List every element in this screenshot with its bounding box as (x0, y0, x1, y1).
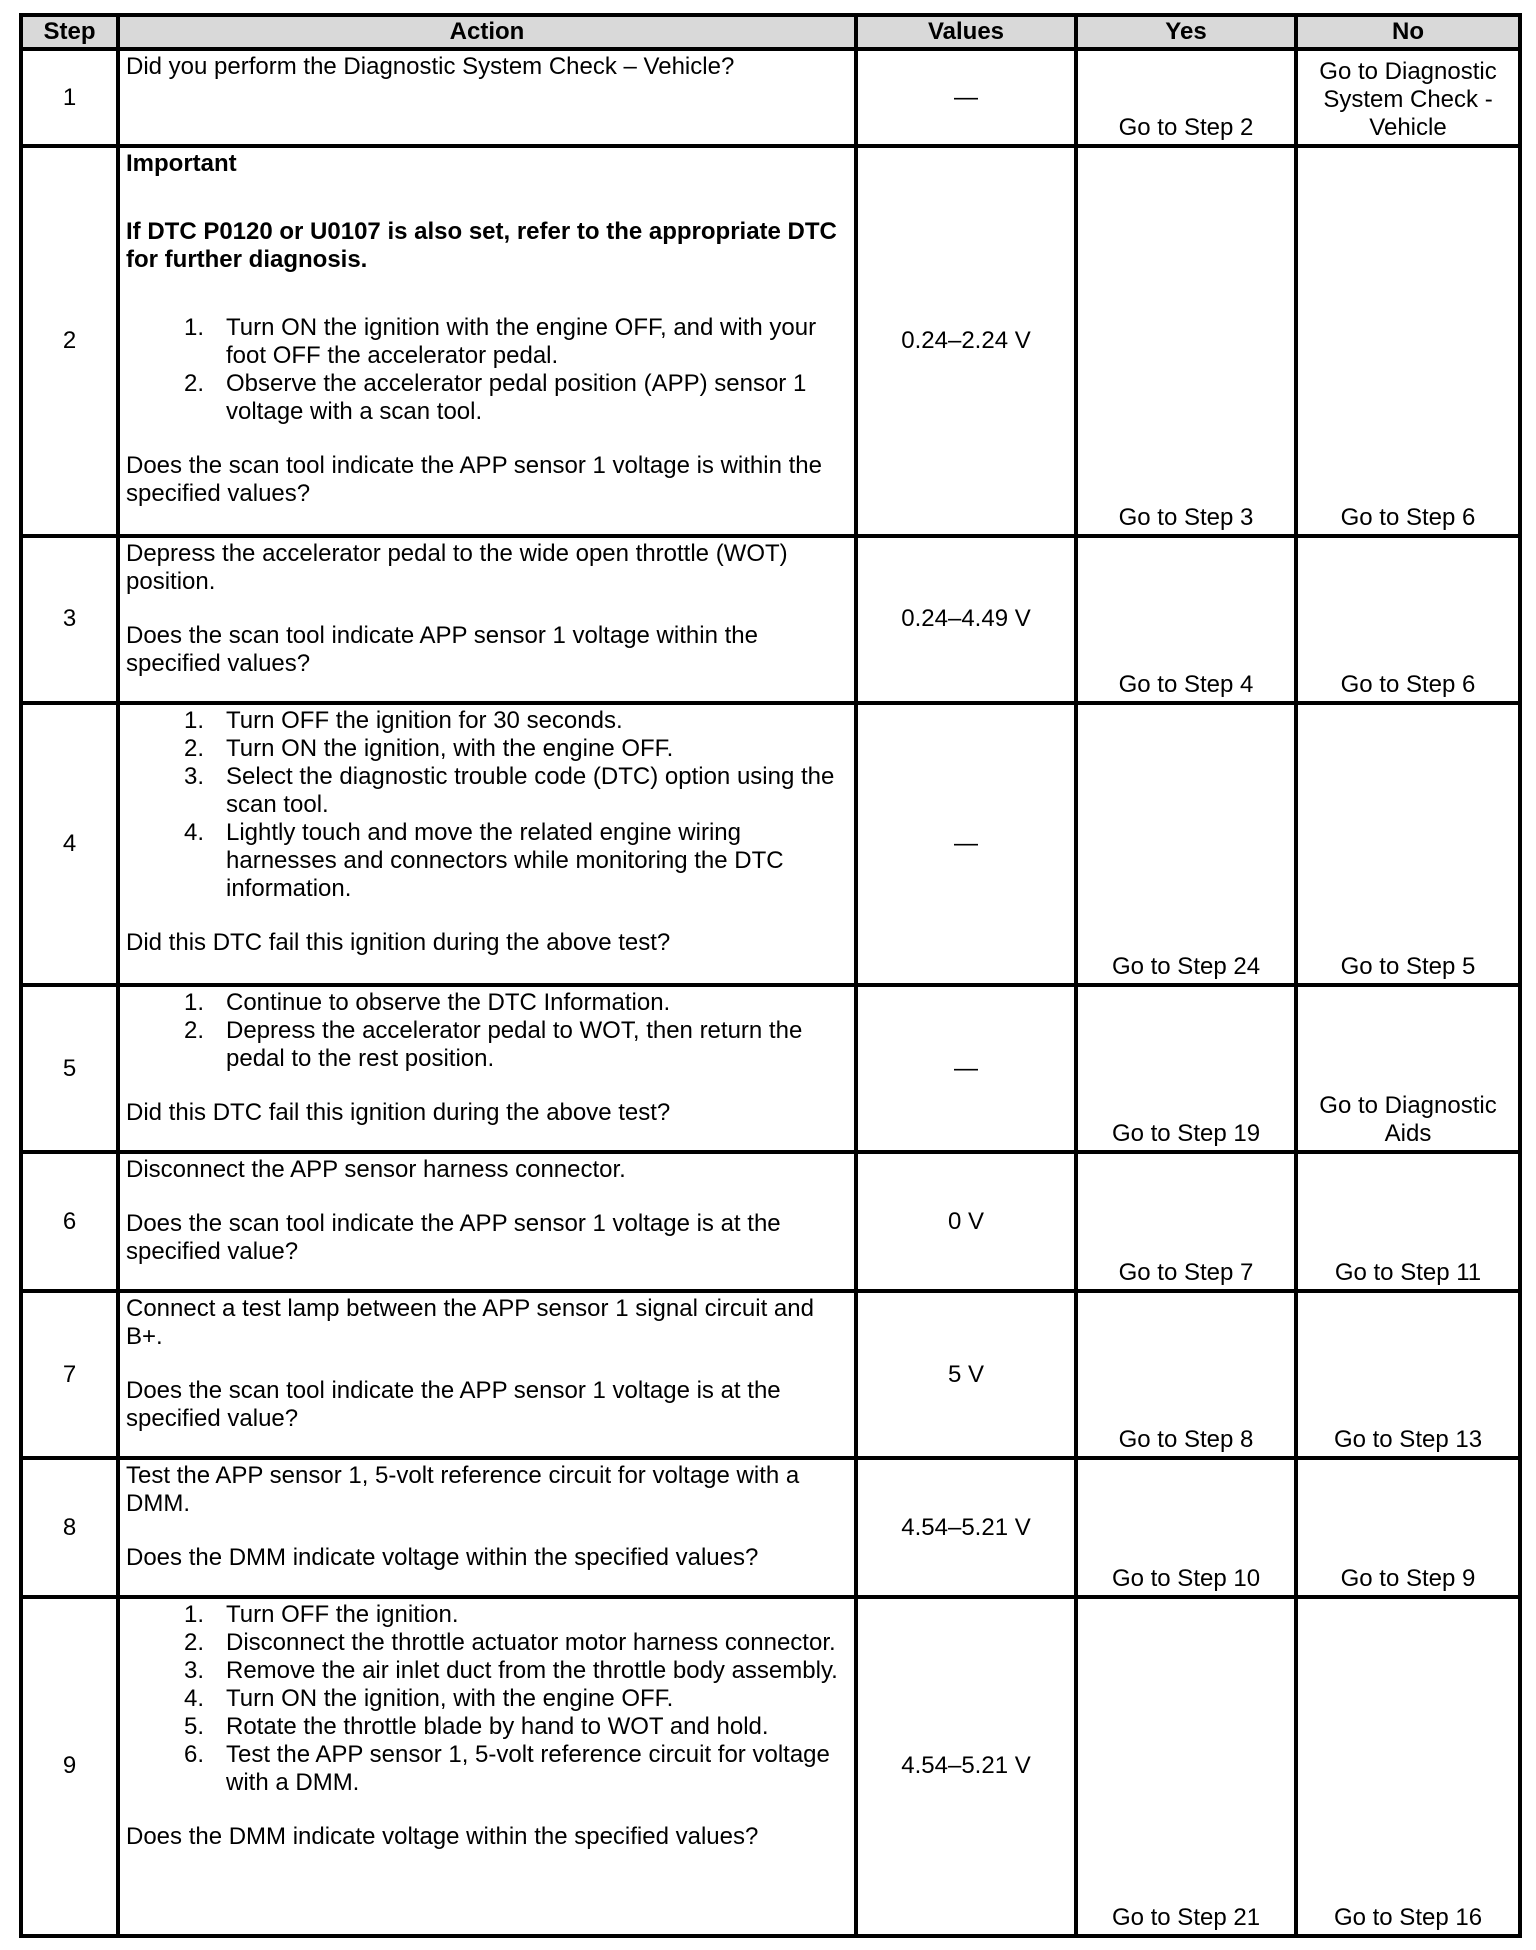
no-cell: Go to Step 16 (1296, 1597, 1520, 1936)
list-item: 1. Turn OFF the ignition. (183, 1600, 459, 1628)
action-instruction: Test the APP sensor 1, 5-volt reference circuit for voltage with a DMM. (126, 1462, 800, 1518)
step-number: 5 (21, 985, 118, 1153)
header-no: No (1296, 15, 1520, 49)
action-instruction: Connect a test lamp between the APP sensor 1 signal circuit and B+. (126, 1294, 814, 1350)
table-row (21, 49, 1520, 146)
action-question: Did you perform the Diagnostic System Check – Vehicle? (126, 53, 735, 80)
value-cell: 5 V (856, 1291, 1076, 1459)
table-row (21, 1597, 1520, 1936)
table-row (21, 1458, 1520, 1596)
step-number: 2 (21, 146, 118, 535)
list-item: 2. Turn ON the ignition, with the engine OFF. (183, 735, 674, 763)
list-item: 1. Continue to observe the DTC Information. (183, 988, 671, 1016)
action-cell (118, 1597, 856, 1936)
diagnostic-table (19, 13, 1522, 1938)
action-list (126, 989, 848, 1073)
list-item: 1. Turn ON the ignition with the engine OFF, and with your foot OFF the accelerator pedal. (183, 314, 817, 370)
value-cell: 0.24–4.49 V (856, 536, 1076, 704)
action-question: Does the DMM indicate voltage within the specified values? (126, 1822, 759, 1850)
action-question: Did this DTC fail this ignition during the above test? (126, 929, 671, 957)
no-cell: Go to Diagnostic Aids (1296, 985, 1520, 1153)
action-list (126, 707, 848, 903)
step-number: 1 (21, 49, 118, 146)
no-cell: Go to Step 9 (1296, 1458, 1520, 1596)
yes-cell: Go to Step 4 (1076, 536, 1296, 704)
action-cell (118, 985, 856, 1153)
list-item: 2. Observe the accelerator pedal position (APP) sensor 1 voltage with a scan tool. (183, 370, 807, 426)
value-cell: — (856, 703, 1076, 985)
header-values: Values (856, 15, 1076, 49)
list-item: 5. Rotate the throttle blade by hand to WOT and hold. (183, 1712, 769, 1740)
action-instruction: Disconnect the APP sensor harness connector. (126, 1156, 626, 1184)
action-cell (118, 1152, 856, 1290)
important-title: Important (126, 150, 237, 178)
list-item: 3. Remove the air inlet duct from the throttle body assembly. (183, 1656, 838, 1684)
header-yes: Yes (1076, 15, 1296, 49)
list-item: 2. Disconnect the throttle actuator motor harness connector. (183, 1628, 836, 1656)
action-cell (118, 703, 856, 985)
step-number: 6 (21, 1152, 118, 1290)
table-row (21, 985, 1520, 1153)
action-question: Does the scan tool indicate the APP sensor 1 voltage is at the specified value? (126, 1376, 781, 1432)
action-question: Does the scan tool indicate the APP sensor 1 voltage is within the specified values? (126, 452, 822, 508)
step-number: 3 (21, 536, 118, 704)
no-cell: Go to Diagnostic System Check - Vehicle (1296, 49, 1520, 146)
action-cell (118, 49, 856, 146)
step-number: 7 (21, 1291, 118, 1459)
yes-cell: Go to Step 3 (1076, 146, 1296, 535)
action-cell (118, 536, 856, 704)
no-cell: Go to Step 5 (1296, 703, 1520, 985)
header-action: Action (118, 15, 856, 49)
yes-cell: Go to Step 19 (1076, 985, 1296, 1153)
list-item: 2. Depress the accelerator pedal to WOT, then return the pedal to the rest position. (183, 1016, 803, 1072)
value-cell: 0 V (856, 1152, 1076, 1290)
action-cell (118, 1291, 856, 1459)
action-list (126, 1601, 848, 1797)
step-number: 4 (21, 703, 118, 985)
action-question: Does the DMM indicate voltage within the specified values? (126, 1544, 759, 1572)
action-question: Did this DTC fail this ignition during the above test? (126, 1098, 671, 1126)
important-text: If DTC P0120 or U0107 is also set, refer to the appropriate DTC for further diagnosis. (126, 218, 837, 274)
yes-cell: Go to Step 10 (1076, 1458, 1296, 1596)
no-cell: Go to Step 11 (1296, 1152, 1520, 1290)
no-cell: Go to Step 13 (1296, 1291, 1520, 1459)
action-question: Does the scan tool indicate the APP sensor 1 voltage is at the specified value? (126, 1210, 781, 1266)
list-item: 4. Turn ON the ignition, with the engine OFF. (183, 1684, 674, 1712)
list-item: 4. Lightly touch and move the related engine wiring harnesses and connectors while monitoring the DTC information. (183, 819, 784, 903)
no-cell: Go to Step 6 (1296, 146, 1520, 535)
list-item: 1. Turn OFF the ignition for 30 seconds. (183, 707, 623, 735)
yes-cell: Go to Step 7 (1076, 1152, 1296, 1290)
step-number: 9 (21, 1597, 118, 1936)
list-item: 6. Test the APP sensor 1, 5-volt reference circuit for voltage with a DMM. (183, 1740, 830, 1796)
table-row (21, 146, 1520, 535)
value-cell: 4.54–5.21 V (856, 1597, 1076, 1936)
table-row (21, 703, 1520, 985)
action-cell (118, 1458, 856, 1596)
value-cell: 4.54–5.21 V (856, 1458, 1076, 1596)
action-cell (118, 146, 856, 535)
table-row (21, 1291, 1520, 1459)
table-row (21, 1152, 1520, 1290)
value-cell: 0.24–2.24 V (856, 146, 1076, 535)
header-step: Step (21, 15, 118, 49)
value-cell: — (856, 49, 1076, 146)
yes-cell: Go to Step 8 (1076, 1291, 1296, 1459)
list-item: 3. Select the diagnostic trouble code (DTC) option using the scan tool. (183, 763, 835, 819)
value-cell: — (856, 985, 1076, 1153)
action-list (126, 314, 848, 426)
yes-cell: Go to Step 24 (1076, 703, 1296, 985)
table-row (21, 536, 1520, 704)
yes-cell: Go to Step 2 (1076, 49, 1296, 146)
step-number: 8 (21, 1458, 118, 1596)
action-instruction: Depress the accelerator pedal to the wide open throttle (WOT) position. (126, 539, 788, 595)
action-question: Does the scan tool indicate APP sensor 1 voltage within the specified values? (126, 621, 758, 677)
header-row (21, 15, 1520, 49)
yes-cell: Go to Step 21 (1076, 1597, 1296, 1936)
no-cell: Go to Step 6 (1296, 536, 1520, 704)
